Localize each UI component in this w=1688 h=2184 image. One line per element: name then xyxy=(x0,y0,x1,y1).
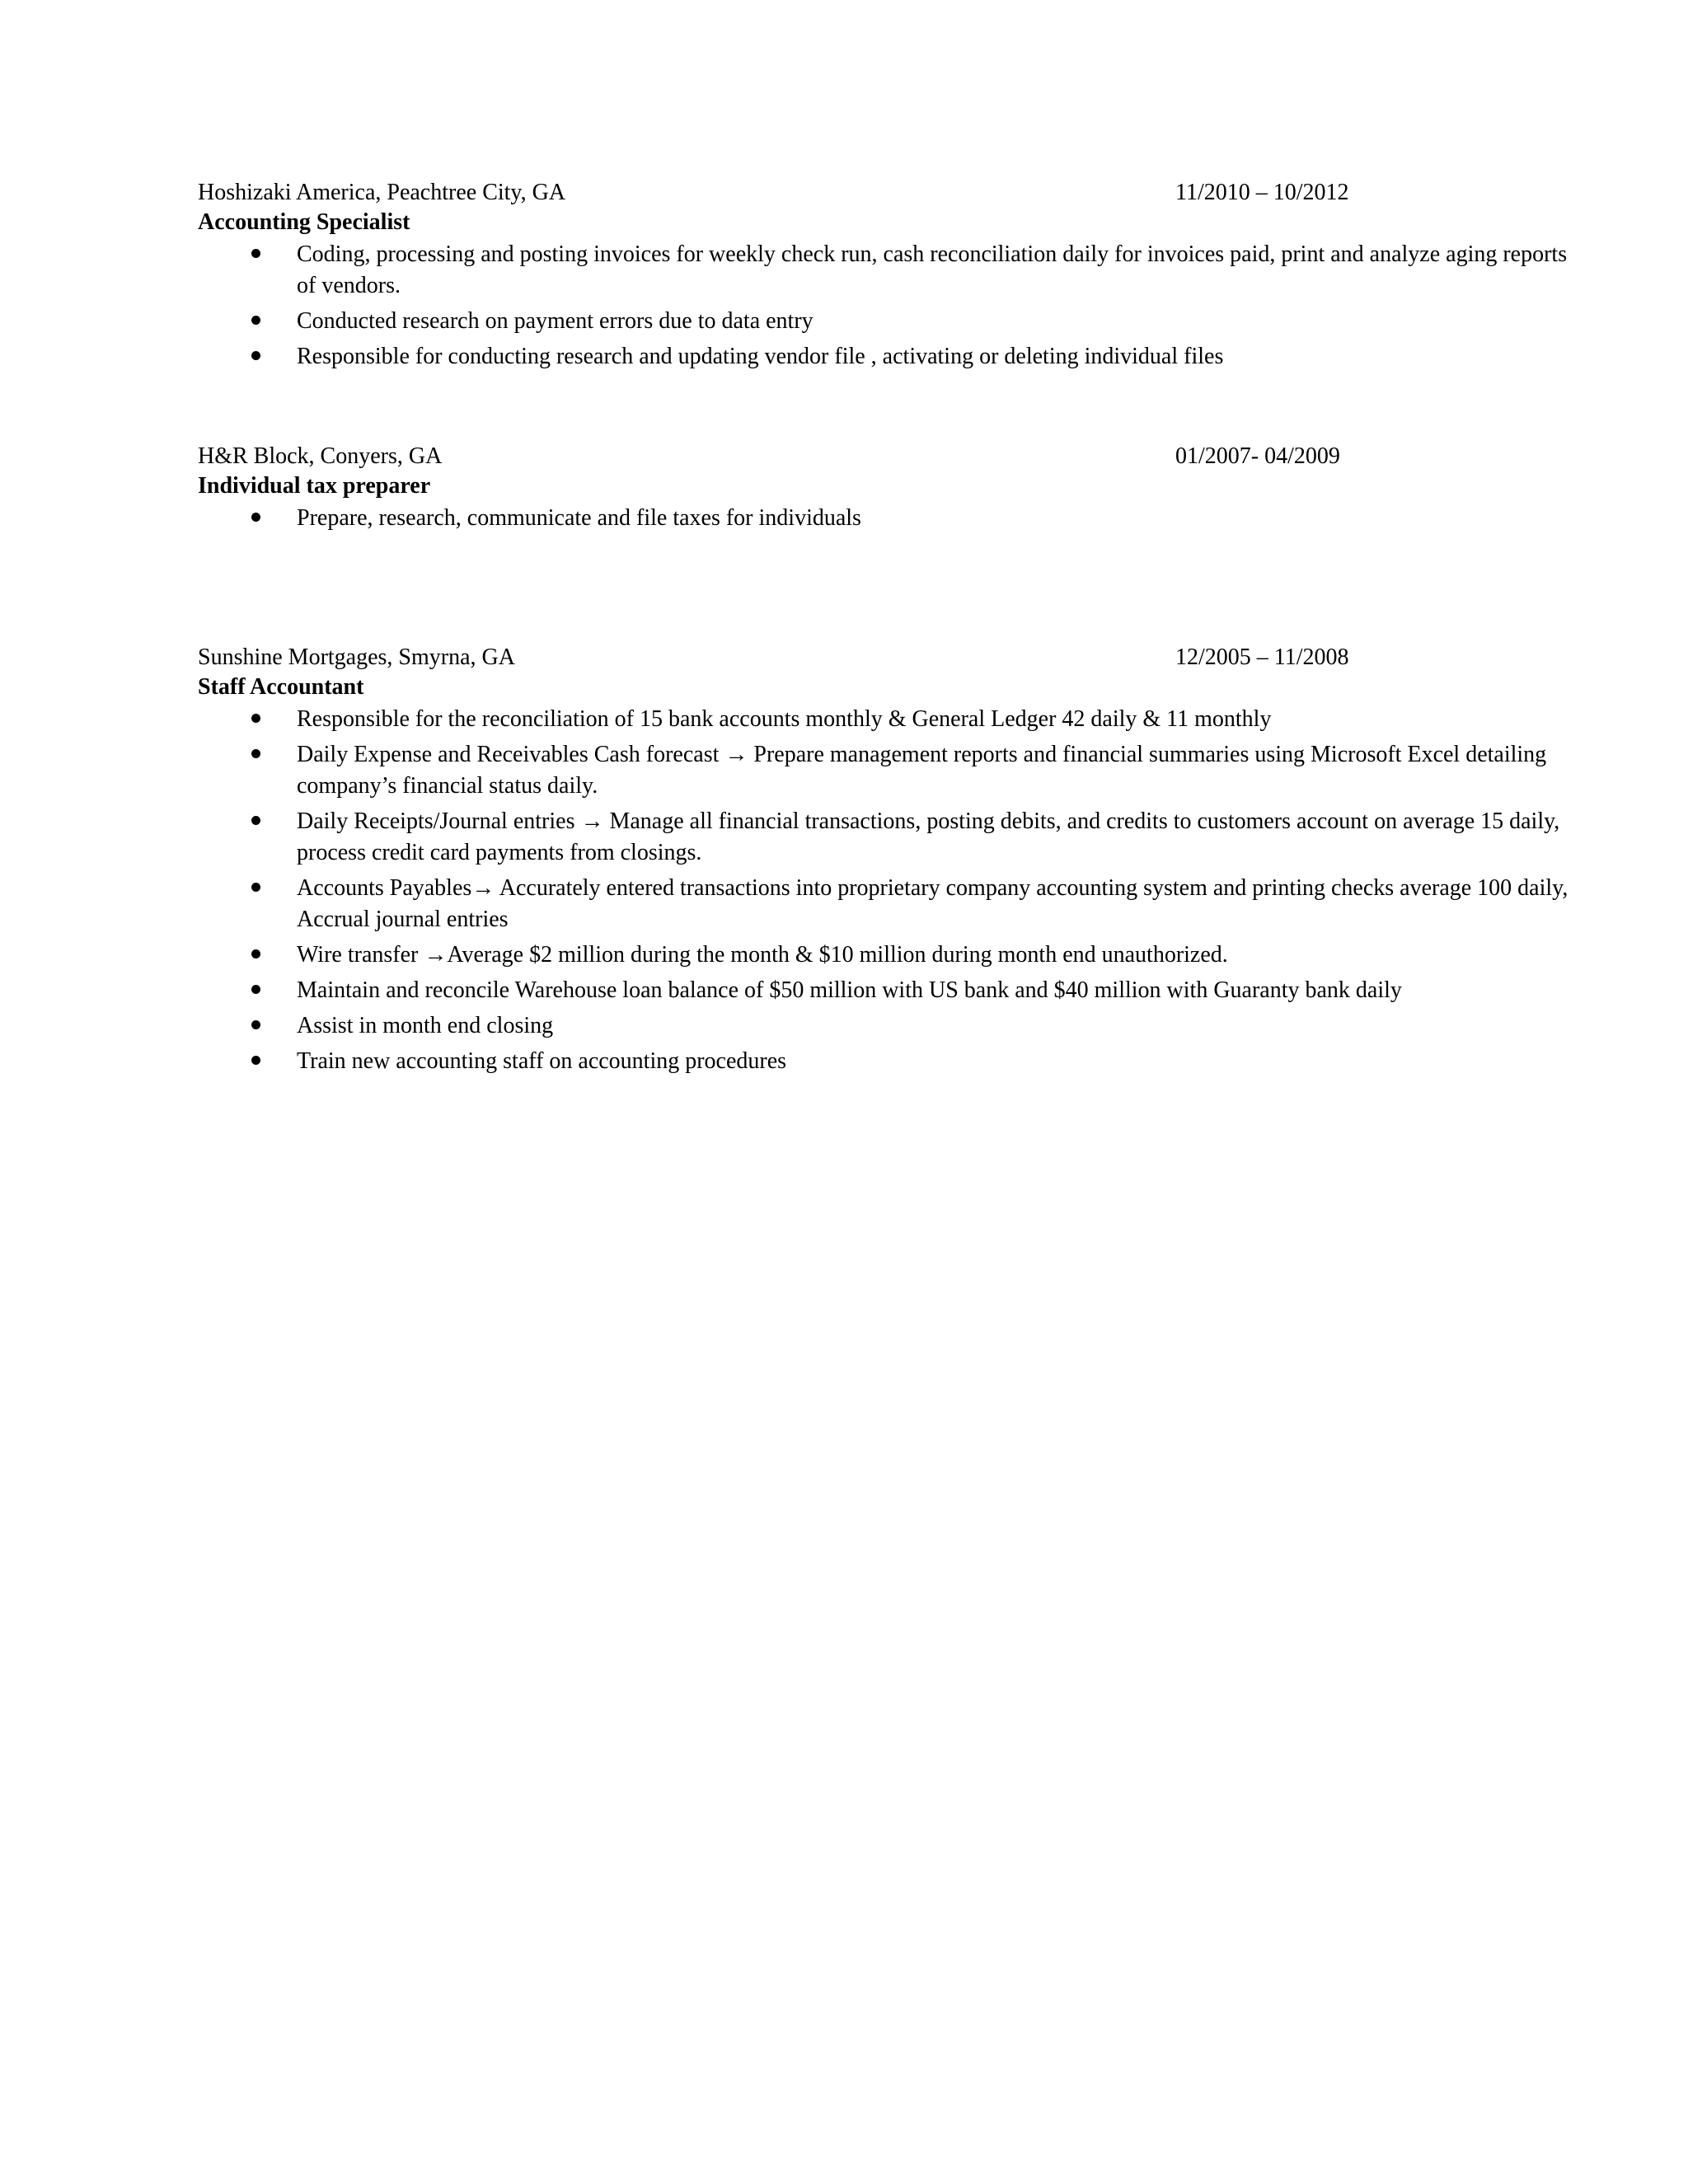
bullet-icon xyxy=(247,306,264,337)
responsibility-text: Responsible for conducting research and updating vendor file , activating or deleting individual files xyxy=(297,344,1224,369)
responsibility-text: Daily Receipts/Journal entries → Manage all financial transactions, posting debits, and credits to customers account on average 15 daily, process credit card payments from closings. xyxy=(297,808,1560,865)
bullet-icon xyxy=(247,341,264,373)
responsibility-item xyxy=(198,806,1591,869)
responsibility-list xyxy=(198,503,1517,534)
bullet-icon xyxy=(247,239,264,270)
responsibility-item xyxy=(198,503,1591,534)
responsibility-text: Coding, processing and posting invoices for weekly check run, cash reconciliation daily for invoices paid, print and analyze aging reports of vendors. xyxy=(297,241,1568,298)
responsibility-text: Responsible for the reconciliation of 15 bank accounts monthly & General Ledger 42 daily & 11 monthly xyxy=(297,706,1272,732)
bullet-icon xyxy=(247,806,264,837)
bullet-icon xyxy=(247,1010,264,1042)
bullet-icon xyxy=(247,503,264,534)
responsibility-text: Prepare, research, communicate and file taxes for individuals xyxy=(297,505,861,531)
bullet-icon xyxy=(247,704,264,735)
company-name: Sunshine Mortgages, Smyrna, GA xyxy=(198,644,515,670)
job-entry-sunshine-mortgages xyxy=(198,643,1568,1081)
job-title: Staff Accountant xyxy=(198,674,364,700)
responsibility-item xyxy=(198,1046,1591,1077)
company-name: H&R Block, Conyers, GA xyxy=(198,443,443,469)
responsibility-text: Train new accounting staff on accounting procedures xyxy=(297,1048,787,1074)
responsibility-item xyxy=(198,341,1591,373)
job-entry-hr-block xyxy=(198,442,1517,538)
responsibility-text: Maintain and reconcile Warehouse loan balance of $50 million with US bank and $40 million with Guaranty bank daily xyxy=(297,977,1402,1003)
job-entry-hoshizaki xyxy=(198,178,1568,377)
responsibility-text: Assist in month end closing xyxy=(297,1013,554,1038)
job-header xyxy=(198,178,1517,208)
responsibility-list xyxy=(198,239,1568,373)
bullet-icon xyxy=(247,940,264,971)
bullet-icon xyxy=(247,1046,264,1077)
responsibility-item xyxy=(198,940,1591,971)
responsibility-item xyxy=(198,873,1591,935)
job-header xyxy=(198,643,1517,673)
responsibility-item xyxy=(198,739,1591,802)
responsibility-item xyxy=(198,1010,1591,1042)
responsibility-item xyxy=(198,239,1591,302)
bullet-icon xyxy=(247,873,264,904)
company-name: Hoshizaki America, Peachtree City, GA xyxy=(198,180,566,205)
job-title: Accounting Specialist xyxy=(198,209,410,235)
job-header xyxy=(198,442,1517,471)
responsibility-list xyxy=(198,704,1568,1077)
responsibility-item xyxy=(198,306,1591,337)
responsibility-text: Daily Expense and Receivables Cash forecast → Prepare management reports and financial summaries using Microsoft Excel detailing company’s financial status daily. xyxy=(297,742,1547,799)
employment-dates: 01/2007- 04/2009 xyxy=(1175,443,1340,469)
job-title: Individual tax preparer xyxy=(198,473,431,499)
responsibility-text: Accounts Payables→ Accurately entered transactions into proprietary company accounting system and printing checks average 100 daily, Accrual journal entries xyxy=(297,875,1568,932)
bullet-icon xyxy=(247,739,264,771)
responsibility-text: Conducted research on payment errors due to data entry xyxy=(297,308,814,334)
employment-dates: 12/2005 – 11/2008 xyxy=(1175,644,1349,670)
responsibility-item xyxy=(198,704,1591,735)
responsibility-item xyxy=(198,975,1591,1006)
bullet-icon xyxy=(247,975,264,1006)
responsibility-text: Wire transfer →Average $2 million during the month & $10 million during month end unauthorized. xyxy=(297,942,1228,968)
employment-dates: 11/2010 – 10/2012 xyxy=(1175,180,1349,205)
